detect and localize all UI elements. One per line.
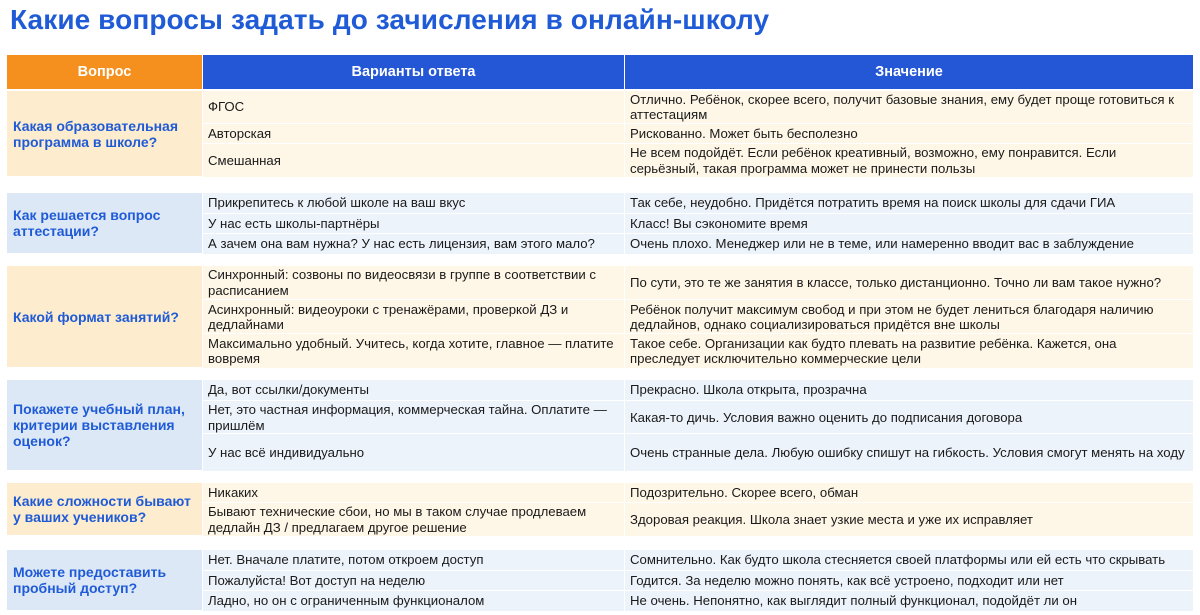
question-cell: Какая образовательная программа в школе? bbox=[7, 91, 202, 176]
table-row bbox=[203, 266, 1193, 299]
table-row bbox=[203, 123, 1193, 144]
table-row bbox=[203, 333, 1193, 368]
answer-cell: Да, вот ссылки/документы bbox=[203, 380, 624, 400]
table-row bbox=[203, 91, 1193, 123]
meaning-cell: Рискованно. Может быть бесполезно bbox=[625, 124, 1193, 144]
meaning-cell: Здоровая реакция. Школа знает узкие места и уже их исправляет bbox=[625, 503, 1193, 536]
answer-cell: Максимально удобный. Учитесь, когда хотите, главное — платите вовремя bbox=[203, 334, 624, 368]
meaning-cell: Подозрительно. Скорее всего, обман bbox=[625, 483, 1193, 502]
table-row bbox=[203, 502, 1193, 536]
table-row bbox=[203, 400, 1193, 434]
question-cell: Какие сложности бывают у ваших учеников? bbox=[7, 483, 202, 535]
table-row bbox=[203, 213, 1193, 234]
answer-cell: Ладно, но он с ограниченным функционалом bbox=[203, 591, 624, 611]
meaning-cell: Класс! Вы сэкономите время bbox=[625, 214, 1193, 234]
table-row bbox=[203, 299, 1193, 334]
answer-cell: У нас всё индивидуально bbox=[203, 434, 624, 471]
answer-cell: Никаких bbox=[203, 483, 624, 502]
meaning-cell: Такое себе. Организации как будто плевать на развитие ребёнка. Кажется, она преследует исключительно коммерческие цели bbox=[625, 334, 1193, 368]
table-group-program bbox=[7, 91, 1193, 176]
table-group-difficulties bbox=[7, 483, 1193, 535]
answer-cell: ФГОС bbox=[203, 91, 624, 123]
table-row bbox=[203, 590, 1193, 611]
meaning-cell: Так себе, неудобно. Придётся потратить время на поиск школы для сдачи ГИА bbox=[625, 193, 1193, 213]
table-group-format bbox=[7, 266, 1193, 367]
table-row bbox=[203, 380, 1193, 400]
meaning-cell: Не очень. Непонятно, как выглядит полный функционал, подойдёт ли он bbox=[625, 591, 1193, 611]
table-group-trial bbox=[7, 550, 1193, 610]
page-title: Какие вопросы задать до зачисления в онлайн-школу bbox=[10, 4, 770, 35]
meaning-cell: Очень плохо. Менеджер или не в теме, или намеренно вводит вас в заблуждение bbox=[625, 234, 1193, 254]
column-header-question: Вопрос bbox=[7, 55, 202, 89]
meaning-cell: Не всем подойдёт. Если ребёнок креативный, возможно, ему понравится. Если серьёзный, такая программа может не принести пользы bbox=[625, 144, 1193, 177]
answer-cell: Прикрепитесь к любой школе на ваш вкус bbox=[203, 193, 624, 213]
answer-cell: Синхронный: созвоны по видеосвязи в группе в соответствии с расписанием bbox=[203, 266, 624, 299]
answer-cell: Нет, это частная информация, коммерческая тайна. Оплатите — пришлём bbox=[203, 401, 624, 434]
meaning-cell: По сути, это те же занятия в классе, только дистанционно. Точно ли вам такое нужно? bbox=[625, 266, 1193, 299]
answer-cell: Авторская bbox=[203, 124, 624, 144]
meaning-cell: Очень странные дела. Любую ошибку спишут на гибкость. Условия смогут менять на ходу bbox=[625, 434, 1193, 471]
column-header-meaning: Значение bbox=[625, 55, 1193, 89]
table-row bbox=[203, 570, 1193, 591]
table-row bbox=[203, 143, 1193, 177]
meaning-cell: Ребёнок получит максимум свобод и при этом не будет лениться благодаря наличию дедлайнов, однако социализироваться придётся вне школы bbox=[625, 300, 1193, 334]
meaning-cell: Какая-то дичь. Условия важно оценить до подписания договора bbox=[625, 401, 1193, 434]
question-cell: Как решается вопрос аттестации? bbox=[7, 193, 202, 253]
table-group-attestation bbox=[7, 193, 1193, 253]
question-cell: Какой формат занятий? bbox=[7, 266, 202, 367]
table-row bbox=[203, 233, 1193, 254]
table-row bbox=[203, 193, 1193, 213]
answer-cell: Пожалуйста! Вот доступ на неделю bbox=[203, 571, 624, 591]
table-row bbox=[203, 433, 1193, 471]
question-cell: Покажете учебный план, критерии выставления оценок? bbox=[7, 380, 202, 470]
table-row bbox=[203, 483, 1193, 502]
table-row bbox=[203, 550, 1193, 570]
meaning-cell: Сомнительно. Как будто школа стесняется своей платформы или ей есть что скрывать bbox=[625, 550, 1193, 570]
answer-cell: Бывают технические сбои, но мы в таком случае продлеваем дедлайн ДЗ / предлагаем другое решение bbox=[203, 503, 624, 536]
answer-cell: Смешанная bbox=[203, 144, 624, 177]
table-group-curriculum bbox=[7, 380, 1193, 470]
meaning-cell: Отлично. Ребёнок, скорее всего, получит базовые знания, ему будет проще готовиться к аттестациям bbox=[625, 91, 1193, 123]
meaning-cell: Годится. За неделю можно понять, как всё устроено, подходит или нет bbox=[625, 571, 1193, 591]
meaning-cell: Прекрасно. Школа открыта, прозрачна bbox=[625, 380, 1193, 400]
answer-cell: А зачем она вам нужна? У нас есть лицензия, вам этого мало? bbox=[203, 234, 624, 254]
answer-cell: Асинхронный: видеоуроки с тренажёрами, проверкой ДЗ и дедлайнами bbox=[203, 300, 624, 334]
question-cell: Можете предоставить пробный доступ? bbox=[7, 550, 202, 610]
answer-cell: Нет. Вначале платите, потом откроем доступ bbox=[203, 550, 624, 570]
answer-cell: У нас есть школы-партнёры bbox=[203, 214, 624, 234]
column-header-answers: Варианты ответа bbox=[203, 55, 624, 89]
